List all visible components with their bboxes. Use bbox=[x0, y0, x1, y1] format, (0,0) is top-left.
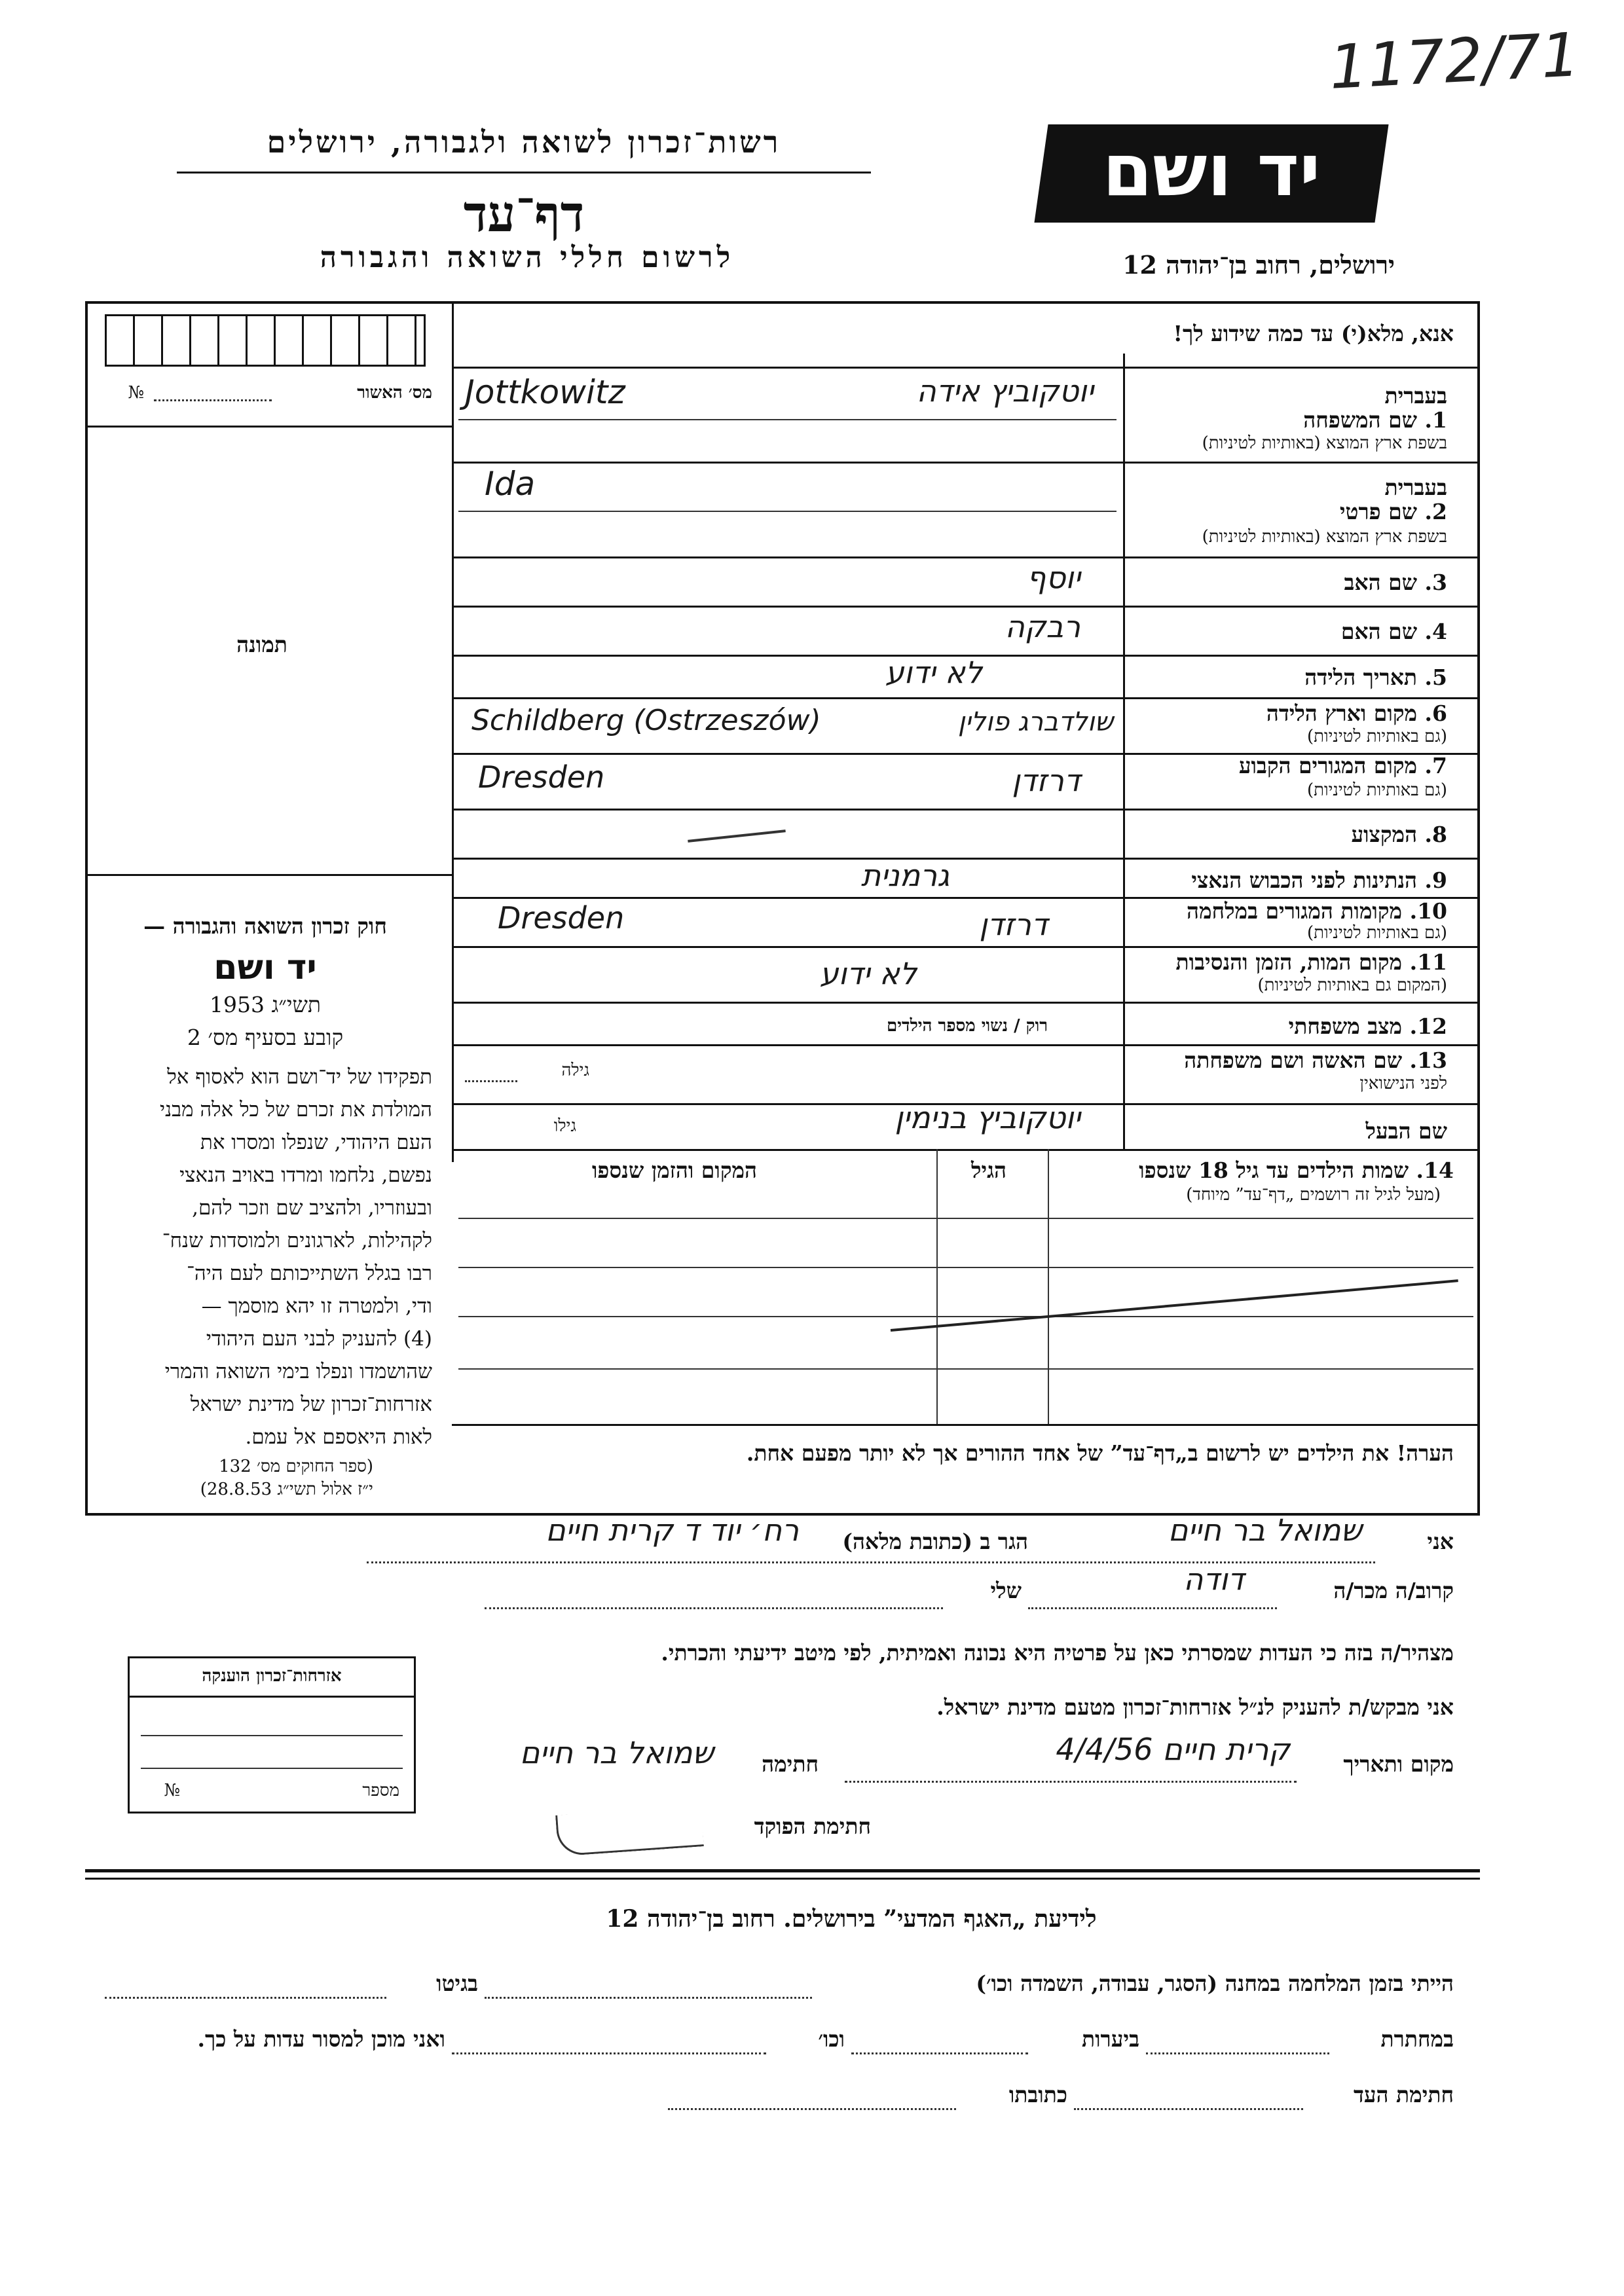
in-hebrew-1: בעברית bbox=[1384, 383, 1447, 409]
f8-label: 8. המקצוע bbox=[1351, 822, 1447, 847]
approval-no-label: מס׳ האשור bbox=[357, 383, 432, 403]
f7-sub: (גם באותיות לטיניות) bbox=[1306, 780, 1447, 800]
f4-label: 4. שם האם bbox=[1340, 619, 1447, 644]
law-line: לאות היאספם אל עמם. bbox=[245, 1425, 432, 1449]
approval-no-line bbox=[154, 399, 272, 401]
place-date-value: קרית חיים 4/4/56 bbox=[1056, 1732, 1290, 1767]
law-ref2: י״ז אלול תשי״ג 28.8.53) bbox=[200, 1480, 373, 1499]
row-divider bbox=[452, 1424, 1480, 1426]
rule bbox=[1146, 2052, 1329, 2054]
law-logo: יד ושם bbox=[213, 948, 317, 987]
husband-age-label: גילו bbox=[553, 1116, 576, 1136]
col-divider bbox=[1048, 1149, 1049, 1424]
law-line: שהושמדו ונפלו בימי השואה והמרי bbox=[164, 1360, 432, 1383]
children-label: 14. שמות הילדים עד גיל 18 שנספו bbox=[1139, 1157, 1454, 1183]
f7-label: 7. מקום המגורים הקבוע bbox=[1238, 753, 1447, 778]
cert-number-label: מספר bbox=[362, 1781, 399, 1800]
footer-line2-a: במחתרת bbox=[1380, 2026, 1454, 2052]
rule bbox=[105, 1997, 386, 1999]
f12-label: 12. מצב משפחתי bbox=[1288, 1013, 1447, 1039]
rule bbox=[458, 511, 1116, 512]
row-divider bbox=[452, 697, 1480, 699]
f12-options: רוק / נשוי מספר הילדים bbox=[887, 1016, 1048, 1036]
footer-line1-b: בגיטו bbox=[436, 1971, 478, 1996]
decl-name-value: שמואל בר חיים bbox=[1168, 1512, 1362, 1548]
footer-line3-a: חתימת העד bbox=[1353, 2082, 1454, 2107]
decl-shel: שלי bbox=[990, 1578, 1022, 1603]
label-column-divider bbox=[1123, 354, 1125, 1149]
rule bbox=[851, 2052, 1028, 2054]
rule bbox=[845, 1781, 1297, 1783]
footer-line3-b: כתובתו bbox=[1008, 2082, 1067, 2107]
f9-label: 9. הנתינות לפני הכבוש הנאצי bbox=[1191, 867, 1447, 893]
cert-box-divider bbox=[128, 1696, 416, 1698]
f6-latin-value: Schildberg (Ostrzeszów) bbox=[471, 704, 821, 737]
signature-value: שמואל בר חיים bbox=[519, 1735, 714, 1770]
archive-number: 1172/71 bbox=[1327, 20, 1581, 103]
note: הערה! את הילדים יש לרשום ב„דף־עד” של אחד ההורים אך לא יותר מפעם אחת. bbox=[746, 1440, 1454, 1466]
f10-label: 10. מקומות המגורים במלחמה bbox=[1187, 898, 1447, 924]
f13-label: 13. שם האשה ושם משפחתה bbox=[1184, 1048, 1447, 1073]
form-prompt: אנא, מלא(י) עד כמה שידוע לך! bbox=[1173, 321, 1454, 346]
rule bbox=[458, 1218, 1473, 1219]
f11-sub: (המקום גם באותיות לטיניות) bbox=[1257, 975, 1447, 995]
signature-label: חתימה bbox=[762, 1751, 819, 1777]
f2-sub: בשפת ארץ המוצא (באותיות לטיניות) bbox=[1202, 527, 1447, 547]
cert-title: אזרחות־זכרון הוענקה bbox=[202, 1666, 342, 1686]
no-symbol: № bbox=[128, 383, 144, 403]
law-clause: קובע בסעיף מס׳ 2 bbox=[187, 1025, 344, 1050]
photo-divider bbox=[85, 874, 452, 876]
row-divider bbox=[452, 1002, 1480, 1004]
decl-relative-label: קרוב/ה מכר/ה bbox=[1333, 1578, 1454, 1603]
f3-label: 3. שם האב bbox=[1344, 570, 1447, 595]
law-year: תשי״ג 1953 bbox=[209, 992, 322, 1017]
rule bbox=[1074, 2108, 1303, 2110]
f6-hebrew-value: שולדברג פולין bbox=[957, 707, 1113, 737]
f6-sub: (גם באותיות לטיניות) bbox=[1306, 727, 1447, 746]
photo-label: תמונה bbox=[236, 632, 287, 657]
decl-statement1: מצהיר/ה בזה כי העדות שמסרתי כאן על פרטיה היא נכונה ואמיתית, לפי מיטב ידיעתי והכרתי. bbox=[661, 1640, 1454, 1666]
rule bbox=[458, 1267, 1473, 1268]
f10-sub: (גם באותיות לטיניות) bbox=[1306, 923, 1447, 943]
f1-latin-value: Jottkowitz bbox=[465, 373, 625, 411]
row-divider bbox=[452, 809, 1480, 811]
f10-latin-value: Dresden bbox=[498, 900, 625, 936]
yad-vashem-logo: יד ושם bbox=[1102, 128, 1321, 212]
col-divider bbox=[936, 1149, 938, 1424]
row-divider bbox=[452, 1044, 1480, 1046]
rule bbox=[458, 419, 1116, 420]
f13-sub: לפני הנישואין bbox=[1359, 1074, 1447, 1093]
decl-resides-label: הגר ב (כתובת מלאה) bbox=[842, 1529, 1028, 1554]
f10-hebrew-value: דרזדן bbox=[979, 907, 1048, 942]
law-line: ודי, ולמטרה זו יהא מוסמך — bbox=[201, 1294, 432, 1318]
footer-line1-a: הייתי בזמן המלחמה במחנה (הסגר, עבודה, השמדה וכו׳) bbox=[976, 1971, 1454, 1996]
law-line: רבו בגלל השתייכותם לעם היה־ bbox=[186, 1262, 432, 1285]
f1-sub: בשפת ארץ המוצא (באותיות לטיניות) bbox=[1202, 433, 1447, 453]
decl-statement2: אני מבקש/ת להעניק לנ״ל אזרחות־זכרון מטעם מדינת ישראל. bbox=[936, 1694, 1454, 1720]
husband-label: שם הבעל bbox=[1365, 1118, 1447, 1144]
husband-value: יוטקוביץ בנימין bbox=[895, 1100, 1080, 1135]
page-subtitle: לרשום חללי השואה והגבורה bbox=[320, 241, 735, 274]
children-sub: (מעל לגיל זה רושמים „דף־עד” מיוחד) bbox=[1186, 1185, 1441, 1205]
f5-label: 5. תאריך הלידה bbox=[1304, 665, 1447, 690]
cert-no-symbol: № bbox=[164, 1781, 180, 1800]
children-age-col: הגיל bbox=[971, 1157, 1006, 1183]
row-divider bbox=[452, 858, 1480, 860]
row-divider bbox=[452, 462, 1480, 464]
footer-separator bbox=[85, 1878, 1480, 1880]
row-divider bbox=[452, 1149, 1480, 1151]
officer-signature-scribble bbox=[555, 1805, 704, 1856]
f6-label: 6. מקום וארץ הלידה bbox=[1266, 701, 1447, 726]
left-column-divider bbox=[452, 301, 454, 1162]
rule bbox=[465, 1080, 517, 1082]
f9-value: גרמנית bbox=[860, 858, 950, 893]
f11-value: לא ידוע bbox=[819, 956, 917, 991]
place-date-label: מקום ותאריך bbox=[1343, 1751, 1454, 1777]
law-line: ובעוזריו, ולהציב שם וזכר להם, bbox=[192, 1196, 432, 1220]
f1-hebrew-value: יוטקוביץ אידה bbox=[916, 373, 1094, 409]
f5-value: לא ידוע bbox=[885, 655, 982, 690]
rule bbox=[141, 1768, 403, 1769]
in-hebrew-2: בעברית bbox=[1384, 475, 1447, 500]
approval-divider bbox=[85, 426, 452, 428]
decl-ani: אני bbox=[1427, 1529, 1454, 1554]
rule bbox=[452, 2052, 766, 2054]
f13-age-label: גילה bbox=[561, 1061, 589, 1080]
row-divider bbox=[452, 606, 1480, 608]
footer-line2-c: וכו׳ bbox=[818, 2026, 845, 2052]
row-divider bbox=[452, 946, 1480, 948]
rule bbox=[458, 1368, 1473, 1370]
prompt-divider bbox=[452, 367, 1480, 369]
law-body bbox=[98, 1061, 432, 1453]
f11-label: 11. מקום המות, הזמן והנסיבות bbox=[1175, 949, 1447, 975]
rule bbox=[485, 1607, 943, 1609]
page-title: דף־עד bbox=[463, 185, 585, 243]
decl-relation-value: דודה bbox=[1183, 1561, 1244, 1597]
row-divider bbox=[452, 556, 1480, 558]
f2-latin-value: Ida bbox=[485, 465, 536, 503]
decl-address-value: רח׳ יוד ד קרית חיים bbox=[545, 1512, 799, 1548]
footer-line2-b: ביערות bbox=[1081, 2026, 1139, 2052]
footer-separator bbox=[85, 1869, 1480, 1872]
f2-label: 2. שם פרטי bbox=[1339, 499, 1447, 524]
f7-hebrew-value: דרזדן bbox=[1012, 763, 1080, 798]
law-line: אזרחות־זכרון של מדינת ישראל bbox=[190, 1393, 432, 1416]
f4-value: רבקה bbox=[1005, 609, 1080, 644]
rule bbox=[1028, 1607, 1277, 1609]
law-line: לקהילות, לארגונים ולמוסדות שנח־ bbox=[162, 1229, 432, 1252]
rule bbox=[141, 1735, 403, 1736]
org-underline bbox=[177, 172, 871, 173]
rule bbox=[668, 2108, 956, 2110]
law-title: חוק זכרון השואה והגבורה — bbox=[143, 913, 387, 939]
law-line: תפקידו של יד־ושם הוא לאסוף אל bbox=[167, 1065, 432, 1089]
rule bbox=[485, 1997, 812, 1999]
law-line: נפשם, נלחמו ומרדו באויב הנאצי bbox=[179, 1163, 432, 1187]
f1-label: 1. שם המשפחה bbox=[1303, 407, 1447, 433]
org-name: רשות־זכרון לשואה ולגבורה, ירושלים bbox=[267, 124, 781, 160]
header-address: ירושלים, רחוב בן־יהודה 12 bbox=[1122, 250, 1395, 280]
law-line: (4) להעניק לבני העם היהודי bbox=[206, 1327, 432, 1351]
approval-boxes bbox=[105, 314, 426, 367]
rule bbox=[458, 1316, 1473, 1317]
officer-signature-label: חתימת הפוקד bbox=[754, 1813, 871, 1839]
f3-value: יוסף bbox=[1026, 560, 1080, 595]
footer-title: לידיעת „האגף המדעי” בירושלים. רחוב בן־יהודה 12 bbox=[606, 1905, 1097, 1933]
law-line: המולדת את זכרם של כל אלה מבני bbox=[159, 1098, 432, 1121]
footer-line2-d: ואני מוכן למסור עדות על כך. bbox=[197, 2026, 445, 2052]
children-place-col: המקום והזמן שנספו bbox=[591, 1157, 758, 1183]
f7-latin-value: Dresden bbox=[478, 759, 605, 795]
law-line: העם היהודי, שנפלו ומסרו את bbox=[200, 1131, 432, 1154]
law-ref: (ספר החוקים מס׳ 132 bbox=[219, 1457, 373, 1476]
